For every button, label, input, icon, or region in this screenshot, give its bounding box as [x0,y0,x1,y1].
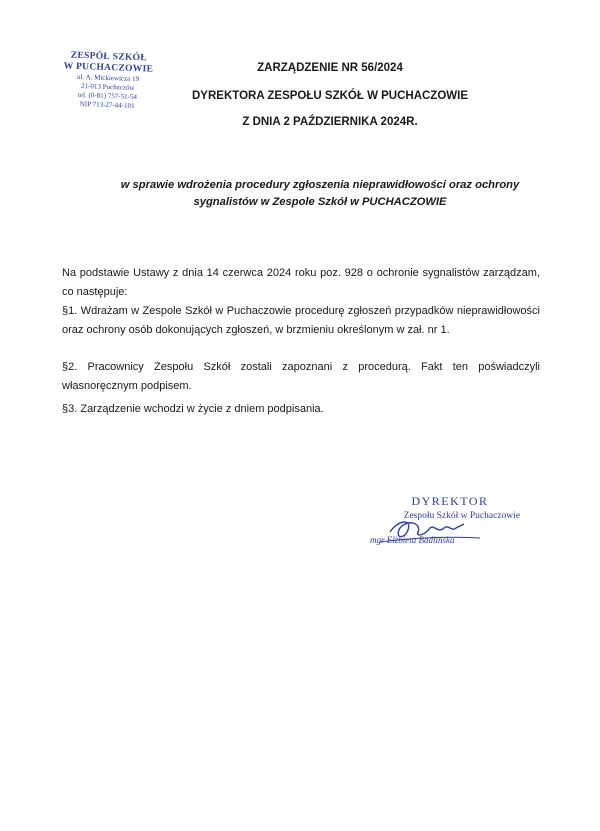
director-signature-stamp [360,494,520,545]
legal-basis: Na podstawie Ustawy z dnia 14 czerwca 2024 roku poz. 928 o ochronie sygnalistów zarządzam, co następuje: [62,267,540,298]
document-date: Z DNIA 2 PAŹDZIERNIKA 2024R. [242,116,418,128]
stamp-line: ul. A. Mickiewicza 19 [76,72,140,84]
stamp-line: NIP 713-27-44-101 [79,100,135,110]
document-subject [40,177,600,211]
document-title: ZARZĄDZENIE NR 56/2024 [257,62,403,74]
school-stamp [54,50,162,112]
stamp-line: ZESPÓŁ SZKÓŁ [70,50,148,64]
stamp-line: tel. (0-81) 757-51-54 [77,90,138,102]
paragraph-2: §2. Pracownicy Zespołu Szkół zostali zapoznani z procedurą. Fakt ten poświadczyli własnoręcznym podpisem. [62,361,540,392]
subject-line: w sprawie wdrożenia procedury zgłoszenia nieprawidłowości oraz ochrony [120,179,520,191]
document-issuer: DYREKTORA ZESPOŁU SZKÓŁ W PUCHACZOWIE [192,90,468,102]
signature-name: mgr Elżbieta Badlińska [370,535,455,545]
paragraph-1: §1. Wdrażam w Zespole Szkół w Puchaczowie procedurę zgłoszeń przypadków nieprawidłowości oraz ochrony osób dokonujących zgłoszeń, w brzmieniu określonym w zał. nr 1. [62,305,540,336]
subject-line: sygnalistów w Zespole Szkół w PUCHACZOWIE [193,196,447,208]
stamp-line: 21-013 Puchaczów [80,82,135,92]
paragraph-3: §3. Zarządzenie wchodzi w życie z dniem podpisania. [62,403,324,415]
handwritten-signature-icon [360,494,520,564]
signature-org: Zespołu Szkół w Puchaczowie [403,511,520,521]
stamp-line: W PUCHACZOWIE [63,61,154,75]
signature-title: DYREKTOR [411,494,489,508]
